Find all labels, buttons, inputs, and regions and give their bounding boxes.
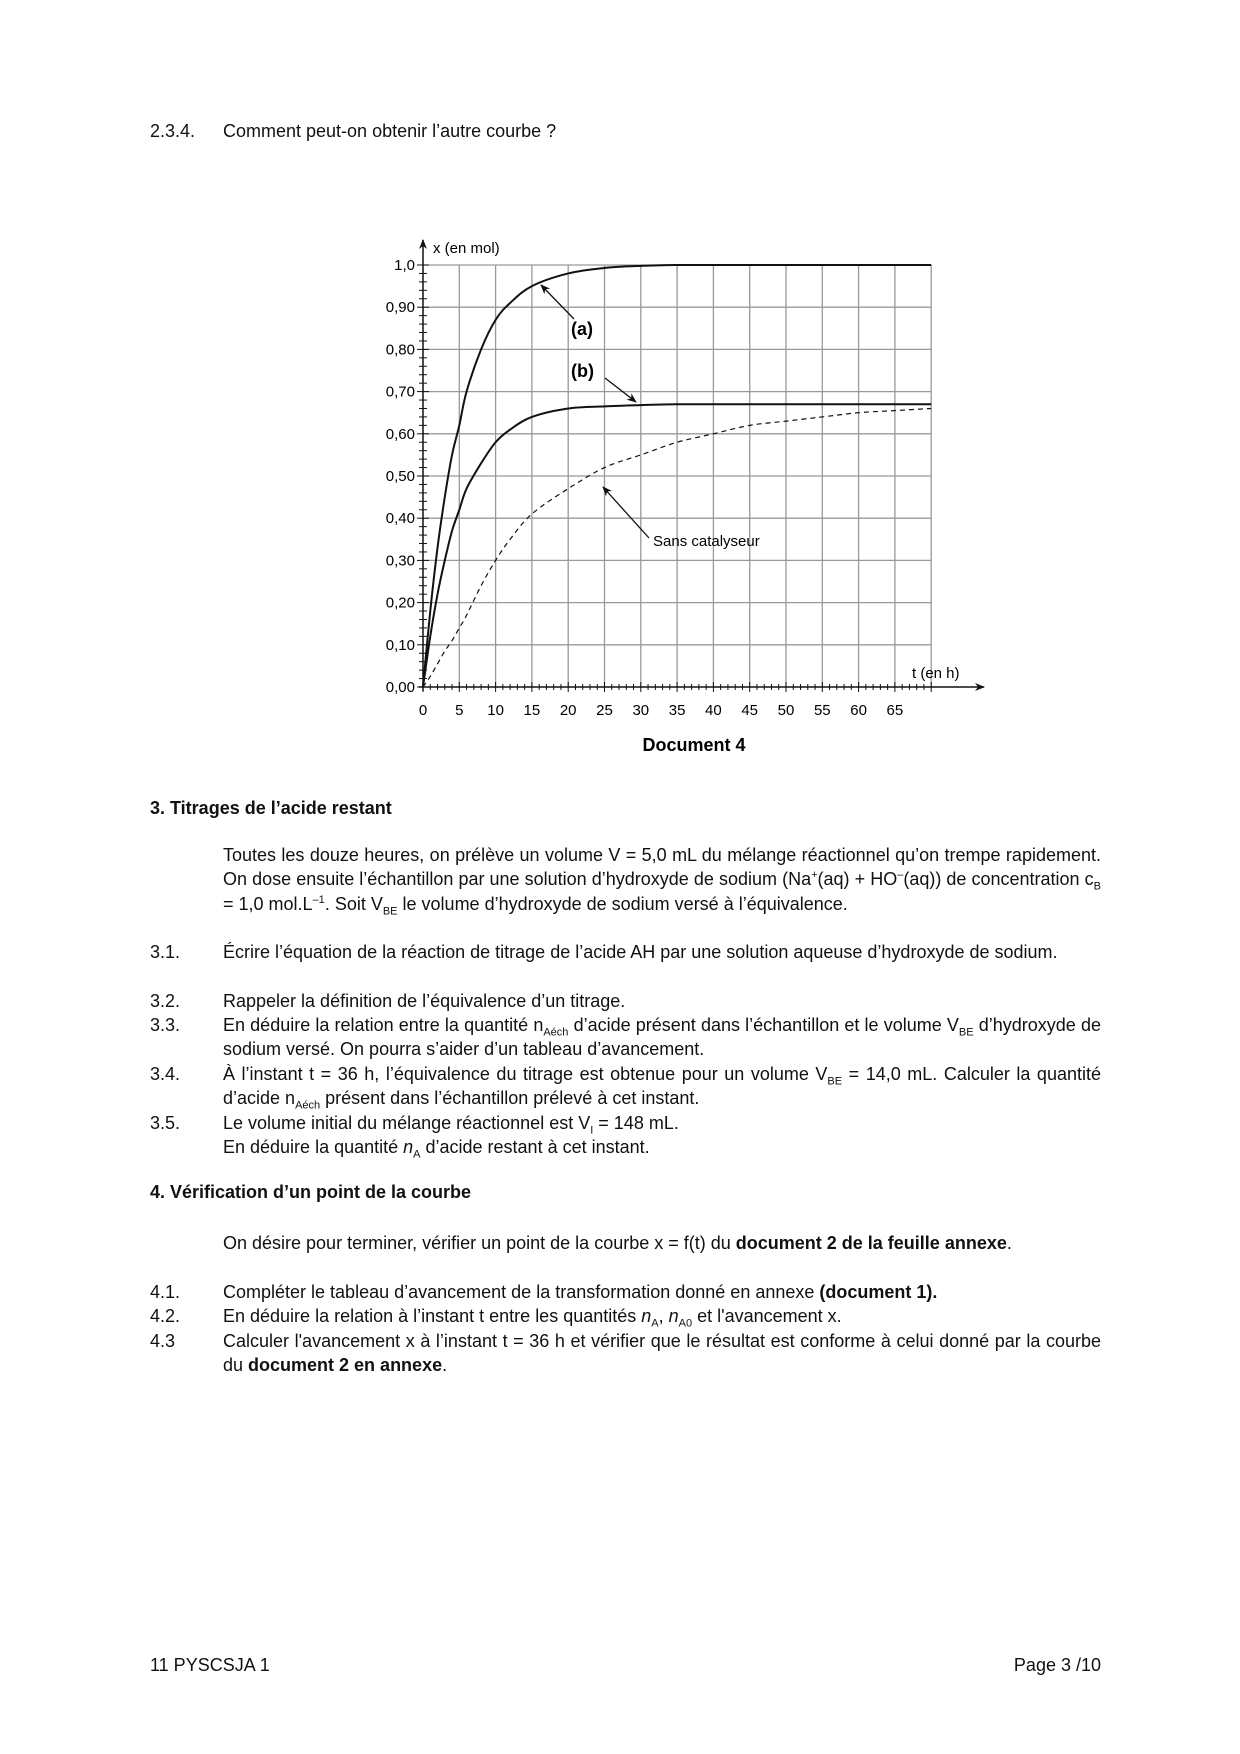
text-segment: Calculer l'avancement x à l’instant t = 36 h et vérifier que le résultat est conforme à celui donné par la courbe du <box>223 1331 1101 1376</box>
text-segment: Compléter le tableau d’avancement de la transformation donné en annexe <box>223 1282 820 1302</box>
chart-tick-labels <box>386 257 903 719</box>
section-4-intro <box>223 1231 1101 1255</box>
footer-page-number: Page 3 /10 <box>1013 1655 1101 1675</box>
question-number: 4.2. <box>150 1306 181 1326</box>
text-segment: d’acide restant à cet instant. <box>420 1137 650 1158</box>
text-segment: A0 <box>678 1317 693 1330</box>
question-item <box>150 1304 1101 1328</box>
question-item <box>150 1111 1101 1160</box>
y-tick-label: 1,0 <box>394 257 415 274</box>
text-segment: En déduire la relation entre la quantité n <box>223 1015 544 1035</box>
x-axis-label: t (en h) <box>912 665 960 682</box>
text-segment: (aq)) de concentration c <box>903 869 1094 890</box>
text-segment: document 2 en annexe <box>248 1355 443 1376</box>
text-segment: Aéch <box>295 1099 321 1112</box>
text-segment: BE <box>958 1026 974 1039</box>
text-segment: (document 1). <box>819 1282 938 1302</box>
text-segment: le volume d’hydroxyde de sodium versé à l’équivalence. <box>397 893 848 914</box>
text-segment: On désire pour terminer, vérifier un point de la courbe x = f(t) du <box>223 1233 736 1253</box>
question-text <box>223 1304 1101 1328</box>
question-text <box>223 1280 1101 1304</box>
section-3-intro <box>223 843 1101 916</box>
annotation-b-arrow <box>605 378 636 402</box>
text-segment: et l'avancement x. <box>692 1306 842 1326</box>
text-segment: BE <box>827 1075 843 1088</box>
text-segment: présent dans l’échantillon prélevé à cet instant. <box>320 1088 700 1109</box>
x-tick-label: 45 <box>741 702 759 719</box>
x-tick-label: 15 <box>523 702 541 719</box>
annotation-b: (b) <box>571 361 594 381</box>
question-text <box>223 989 1101 1013</box>
chart-grid <box>423 265 931 687</box>
text-segment: À l’instant t = 36 h, l’équivalence du titrage est obtenue pour un volume V <box>223 1064 828 1084</box>
question-number: 4.1. <box>150 1282 181 1302</box>
question-text <box>223 1329 1101 1378</box>
question-number: 3.3. <box>150 1015 181 1035</box>
text-segment: n <box>668 1306 679 1326</box>
question-item <box>150 940 1101 964</box>
x-tick-label: 35 <box>668 702 686 719</box>
x-tick-label: 30 <box>632 702 650 719</box>
question-item <box>150 1062 1101 1111</box>
text-segment: = 1,0 mol.L <box>223 893 313 914</box>
text-segment: d’acide présent dans l’échantillon et le volume V <box>568 1015 959 1035</box>
chart-title: Document 4 <box>642 735 746 755</box>
text-segment: Rappeler la définition de l’équivalence d’un titrage. <box>223 991 626 1011</box>
footer-code: 11 PYSCSJA 1 <box>150 1655 270 1675</box>
y-tick-label: 0,00 <box>385 679 415 696</box>
text-segment: I <box>590 1124 594 1137</box>
question-item <box>150 1329 1101 1378</box>
text-segment: – <box>897 869 904 882</box>
text-segment: = 14,0 mL. Calculer la quantité d’acide n <box>223 1064 1101 1109</box>
x-tick-label: 5 <box>455 702 464 719</box>
y-tick-label: 0,70 <box>385 383 415 401</box>
annotation-sans-catalyseur-arrow <box>603 487 649 538</box>
x-tick-label: 55 <box>813 702 831 719</box>
question-number: 3.1. <box>150 942 181 962</box>
x-tick-label: 10 <box>487 702 504 719</box>
text-segment: (aq) + HO <box>817 869 898 890</box>
x-tick-label: 20 <box>559 702 577 719</box>
text-segment: = 148 mL. <box>593 1113 679 1133</box>
question-text: Comment peut-on obtenir l’autre courbe ? <box>223 121 557 141</box>
chart-document-4 <box>0 0 1240 760</box>
y-tick-label: 0,20 <box>385 594 415 612</box>
text-segment: B <box>1093 880 1101 893</box>
text-segment: n <box>403 1137 414 1158</box>
section-4-title: 4. Vérification d’un point de la courbe <box>150 1182 472 1202</box>
question-text <box>223 1013 1101 1062</box>
y-tick-label: 0,30 <box>385 552 415 570</box>
question-number: 3.5. <box>150 1113 181 1133</box>
x-tick-label: 25 <box>596 702 613 719</box>
annotation-a: (a) <box>571 319 593 339</box>
chart-axis-ticks <box>417 265 931 692</box>
question-text <box>223 940 1101 964</box>
y-tick-label: 0,90 <box>385 299 415 317</box>
text-segment: d’hydroxyde de sodium versé. On pourra s’aider d’un tableau d’avancement. <box>223 1015 1101 1060</box>
y-tick-label: 0,40 <box>385 510 415 528</box>
x-tick-label: 0 <box>418 702 428 719</box>
y-tick-label: 0,80 <box>385 341 415 359</box>
text-segment: + <box>811 869 818 882</box>
y-tick-label: 0,50 <box>385 468 415 485</box>
text-segment: document 2 de la feuille annexe <box>735 1233 1007 1253</box>
question-number: 2.3.4. <box>150 121 196 141</box>
text-segment: Toutes les douze heures, on prélève un volume V = 5,0 mL du mélange réactionnel qu’on trempe rapidement. On dose ensuite l’échantillon par une solution d’hydroxyde de sodium (Na <box>223 845 1101 890</box>
text-segment: A <box>413 1148 421 1161</box>
question-text <box>223 1062 1101 1111</box>
section-3-title: 3. Titrages de l’acide restant <box>150 798 392 818</box>
text-segment: –1 <box>312 893 325 906</box>
text-segment: Écrire l’équation de la réaction de titrage de l’acide AH par une solution aqueuse d’hydroxyde de sodium. <box>223 942 1058 962</box>
question-text <box>223 1111 1101 1160</box>
question-item <box>150 1280 1101 1304</box>
x-tick-label: 50 <box>777 702 795 719</box>
annotation-sans-catalyseur: Sans catalyseur <box>653 533 760 550</box>
y-tick-label: 0,10 <box>385 636 415 654</box>
text-segment: BE <box>382 905 398 918</box>
text-segment: . <box>1006 1233 1012 1253</box>
text-segment: . <box>442 1355 448 1376</box>
x-tick-label: 40 <box>705 702 722 719</box>
text-segment: n <box>641 1306 652 1326</box>
y-axis-label: x (en mol) <box>433 240 500 257</box>
x-tick-label: 65 <box>886 702 904 719</box>
y-tick-label: 0,60 <box>385 425 415 443</box>
x-tick-label: 60 <box>850 702 867 719</box>
text-segment: En déduire la quantité <box>223 1137 404 1158</box>
annotation-a-arrow <box>541 285 574 319</box>
text-segment: A <box>651 1317 659 1330</box>
question-item <box>150 1013 1101 1062</box>
question-item <box>150 989 1101 1013</box>
text-segment: Aéch <box>543 1026 569 1039</box>
text-segment: Le volume initial du mélange réactionnel est V <box>223 1113 591 1133</box>
question-number: 3.2. <box>150 991 181 1011</box>
text-segment: , <box>658 1306 669 1326</box>
question-number: 3.4. <box>150 1064 181 1084</box>
text-segment: En déduire la relation à l’instant t entre les quantités <box>223 1306 642 1326</box>
text-segment: . Soit V <box>324 893 383 914</box>
question-number: 4.3 <box>150 1331 176 1351</box>
